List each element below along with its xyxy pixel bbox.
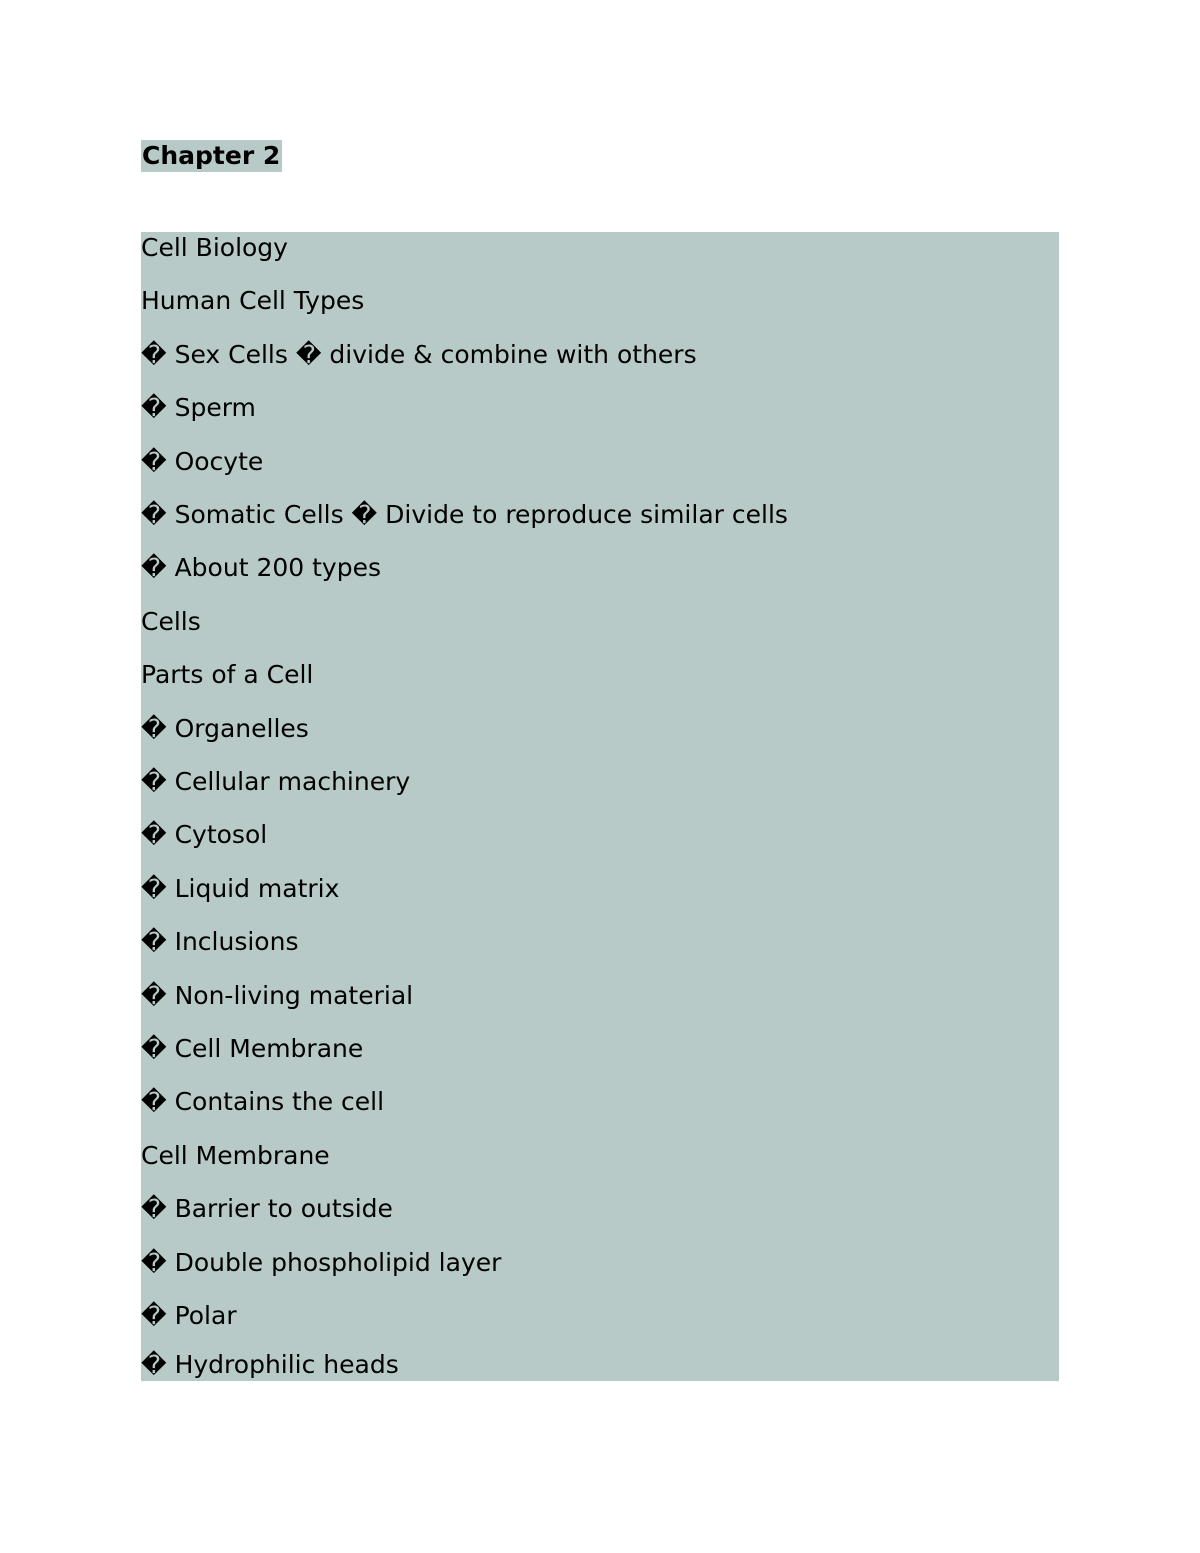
note-line: � Somatic Cells � Divide to reproduce similar cells <box>141 500 788 529</box>
note-line: � Cell Membrane <box>141 1034 364 1063</box>
note-line: � Cellular machinery <box>141 767 411 796</box>
note-line: Cells <box>141 606 201 636</box>
note-line: � Polar <box>141 1301 237 1330</box>
note-line: � Contains the cell <box>141 1087 385 1117</box>
chapter-title: Chapter 2 <box>142 141 281 170</box>
note-line: Cell Membrane <box>141 1140 330 1170</box>
highlighted-notes-block <box>141 232 1059 1381</box>
note-line: � Hydrophilic heads <box>141 1350 399 1379</box>
note-line: � Barrier to outside <box>141 1194 393 1224</box>
note-line: � Organelles <box>141 713 309 743</box>
note-line: Cell Biology <box>141 233 288 262</box>
note-line: � Liquid matrix <box>141 873 340 903</box>
note-line: � Cytosol <box>141 820 268 850</box>
note-line: � Sperm <box>141 393 256 423</box>
note-line: Parts of a Cell <box>141 660 314 690</box>
note-line: � Sex Cells � divide & combine with others <box>141 339 697 369</box>
note-line: � Inclusions <box>141 927 299 957</box>
note-line: � About 200 types <box>141 553 381 583</box>
note-line: � Non-living material <box>141 980 414 1010</box>
note-line: Human Cell Types <box>141 286 365 316</box>
note-line: � Double phospholipid layer <box>141 1247 502 1277</box>
note-line: � Oocyte <box>141 446 264 476</box>
